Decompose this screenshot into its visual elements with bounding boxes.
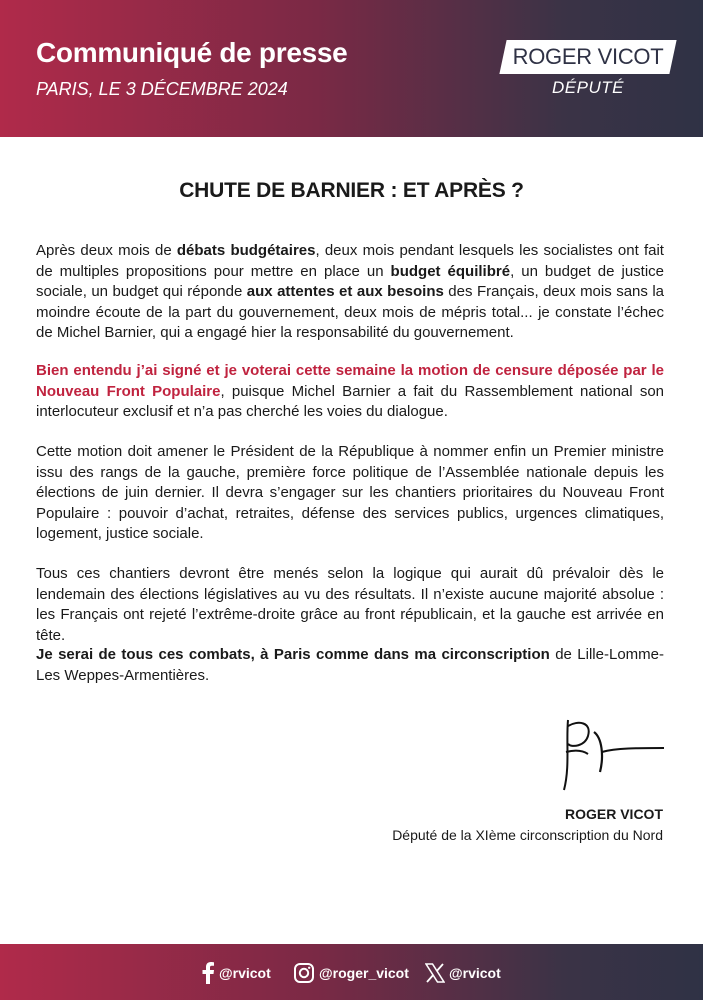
instagram-icon	[293, 962, 315, 984]
x-link[interactable]	[425, 960, 501, 986]
x-handle: @rvicot	[449, 965, 501, 981]
instagram-handle: @roger_vicot	[319, 965, 409, 981]
facebook-icon	[201, 962, 215, 984]
x-icon	[425, 963, 445, 983]
paragraph-4: Tous ces chantiers devront être menés selon la logique qui aurait dû prévaloir dès le lendemain des élections législatives au vu des résultats. Il n’existe aucune majorité absolue : les Français ont rejeté l’extrême-droite grâce au front républicain, et la gauche est arrivée en tête.	[36, 565, 664, 644]
paragraph-1: Après deux mois de débats budgétaires, deux mois pendant lesquels les socialistes ont fait de multiples propositions pour mettre en place un budget équilibré, un budget de justice sociale, un budget qui réponde aux attentes et aux besoins des Français, deux mois sans la moindre écoute de la part du gouvernement, deux mois de mépris total... je constate l’échec de Michel Barnier, qui a engagé hier la responsabilité du gouvernement.	[36, 242, 665, 341]
paragraph-5: Je serai de tous ces combats, à Paris comme dans ma circonscription de Lille-Lomme-Les Weppes-Armentières.	[36, 646, 664, 684]
signatory-name: ROGER VICOT	[564, 806, 663, 822]
paragraph-3: Cette motion doit amener le Président de la République à nommer enfin un Premier ministre issu des rangs de la gauche, première force politique de l’Assemblée nationale depuis les élections de juin dernier. Il devra s’engager sur les chantiers prioritaires du Nouveau Front Populaire : pouvoir d’achat, retraites, défense des services publics, urgences climatiques, logement, justice sociale.	[36, 443, 664, 542]
role-label: DÉPUTÉ	[552, 78, 624, 97]
facebook-link[interactable]	[201, 960, 271, 986]
paragraph-2: Bien entendu j’ai signé et je voterai cette semaine la motion de censure déposée par le Nouveau Front Populaire, puisque Michel Barnier a fait du Rassemblement national son interlocuteur exclusif et n’a pas cherché les voies du dialogue.	[36, 362, 665, 420]
instagram-link[interactable]	[293, 960, 409, 986]
signatory-role: Député de la XIème circonscription du Nord	[392, 827, 663, 843]
document-title: CHUTE DE BARNIER : ET APRÈS ?	[179, 179, 524, 202]
handwritten-signature	[558, 712, 668, 792]
page-title: Communiqué de presse	[36, 37, 348, 68]
facebook-handle: @rvicot	[219, 965, 271, 981]
date-line: PARIS, LE 3 DÉCEMBRE 2024	[36, 79, 288, 99]
header-banner	[0, 0, 703, 137]
name-badge-label: ROGER VICOT	[512, 44, 664, 69]
